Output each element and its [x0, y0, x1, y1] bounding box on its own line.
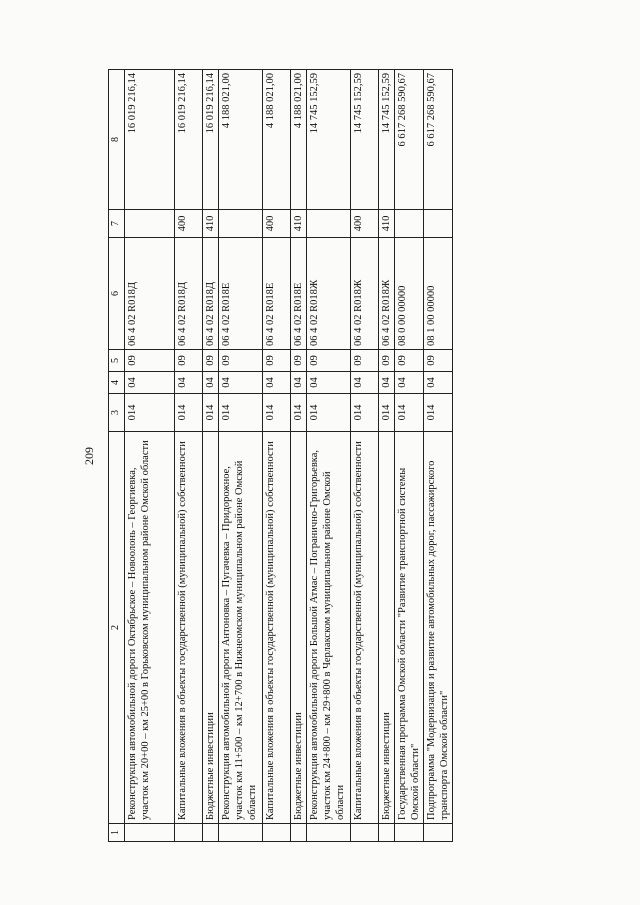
target-article-code: 06 4 02 R018Е — [262, 238, 290, 350]
row-name: Реконструкция автомобильной дороги Антоновка – Пугачевка – Придорожное, участок км 11+500 – км 12+700 в Нижнеомском муниципальном районе Омской области — [218, 432, 262, 824]
section-code: 04 — [306, 372, 350, 394]
amount-value: 4 188 021,00 — [218, 70, 262, 210]
admin-code: 014 — [202, 394, 218, 432]
section-code: 04 — [218, 372, 262, 394]
expense-type-code: 400 — [350, 210, 378, 238]
subsection-code: 09 — [424, 350, 453, 372]
col-header: 1 — [109, 824, 125, 842]
blank-cell — [424, 824, 453, 842]
amount-value: 14 745 152,59 — [350, 70, 378, 210]
page-number: 209 — [82, 447, 96, 465]
rotated-page — [82, 70, 578, 842]
admin-code: 014 — [262, 394, 290, 432]
row-name: Бюджетные инвестиции — [290, 432, 306, 824]
col-header: 2 — [109, 432, 125, 824]
admin-code: 014 — [424, 394, 453, 432]
col-header: 7 — [109, 210, 125, 238]
admin-code: 014 — [306, 394, 350, 432]
subsection-code: 09 — [378, 350, 394, 372]
subsection-code: 09 — [202, 350, 218, 372]
expense-type-code: 410 — [378, 210, 394, 238]
amount-value: 16 019 216,14 — [124, 70, 174, 210]
target-article-code: 06 4 02 R018Е — [290, 238, 306, 350]
subsection-code: 09 — [350, 350, 378, 372]
target-article-code: 06 4 02 R018Е — [218, 238, 262, 350]
row-name: Реконструкция автомобильной дороги Большой Атмас – Погранично-Григорьевка, участок км 24+800 – км 29+800 в Черлакском муниципальном районе Омской области — [306, 432, 350, 824]
table-row — [202, 70, 218, 842]
amount-value: 14 745 152,59 — [306, 70, 350, 210]
amount-value: 16 019 216,14 — [174, 70, 202, 210]
target-article-code: 06 4 02 R018Д — [202, 238, 218, 350]
section-code: 04 — [202, 372, 218, 394]
section-code: 04 — [262, 372, 290, 394]
blank-cell — [202, 824, 218, 842]
amount-value: 6 617 268 590,67 — [424, 70, 453, 210]
table-row — [124, 70, 174, 842]
table-row — [350, 70, 378, 842]
section-code: 04 — [350, 372, 378, 394]
row-name: Бюджетные инвестиции — [378, 432, 394, 824]
expense-type-code — [218, 210, 262, 238]
blank-cell — [124, 824, 174, 842]
admin-code: 014 — [378, 394, 394, 432]
table-body — [124, 70, 453, 842]
col-header: 5 — [109, 350, 125, 372]
target-article-code: 06 4 02 R018Ж — [350, 238, 378, 350]
subsection-code: 09 — [262, 350, 290, 372]
expense-type-code — [424, 210, 453, 238]
section-code: 04 — [290, 372, 306, 394]
table-row — [290, 70, 306, 842]
admin-code: 014 — [394, 394, 423, 432]
table-row — [424, 70, 453, 842]
row-name: Государственная программа Омской области "Развитие транспортной системы Омской области" — [394, 432, 423, 824]
section-code: 04 — [124, 372, 174, 394]
expense-type-code — [124, 210, 174, 238]
subsection-code: 09 — [306, 350, 350, 372]
subsection-code: 09 — [218, 350, 262, 372]
row-name: Капитальные вложения в объекты государственной (муниципальной) собственности — [350, 432, 378, 824]
row-name: Подпрограмма "Модернизация и развитие автомобильных дорог, пассажирского транспорта Омской области" — [424, 432, 453, 824]
amount-value: 14 745 152,59 — [378, 70, 394, 210]
budget-table — [108, 69, 453, 842]
col-header: 3 — [109, 394, 125, 432]
subsection-code: 09 — [174, 350, 202, 372]
target-article-code: 08 0 00 00000 — [394, 238, 423, 350]
subsection-code: 09 — [124, 350, 174, 372]
row-name: Капитальные вложения в объекты государственной (муниципальной) собственности — [174, 432, 202, 824]
table-row — [174, 70, 202, 842]
expense-type-code — [394, 210, 423, 238]
amount-value: 4 188 021,00 — [262, 70, 290, 210]
admin-code: 014 — [290, 394, 306, 432]
section-code: 04 — [424, 372, 453, 394]
table-row — [262, 70, 290, 842]
admin-code: 014 — [124, 394, 174, 432]
col-header: 6 — [109, 238, 125, 350]
expense-type-code: 400 — [262, 210, 290, 238]
row-name: Реконструкция автомобильной дороги Октябрьское – Новоолонь – Георгиевка, участок км 20+00 – км 25+00 в Горьковском муниципальном районе Омской области — [124, 432, 174, 824]
target-article-code: 08 1 00 00000 — [424, 238, 453, 350]
admin-code: 014 — [218, 394, 262, 432]
blank-cell — [394, 824, 423, 842]
section-code: 04 — [378, 372, 394, 394]
blank-cell — [378, 824, 394, 842]
table-row — [218, 70, 262, 842]
section-code: 04 — [394, 372, 423, 394]
target-article-code: 06 4 02 R018Ж — [306, 238, 350, 350]
subsection-code: 09 — [394, 350, 423, 372]
expense-type-code: 400 — [174, 210, 202, 238]
blank-cell — [306, 824, 350, 842]
target-article-code: 06 4 02 R018Д — [174, 238, 202, 350]
amount-value: 4 188 021,00 — [290, 70, 306, 210]
amount-value: 6 617 268 590,67 — [394, 70, 423, 210]
admin-code: 014 — [174, 394, 202, 432]
blank-cell — [290, 824, 306, 842]
target-article-code: 06 4 02 R018Д — [124, 238, 174, 350]
section-code: 04 — [174, 372, 202, 394]
table-row — [306, 70, 350, 842]
col-header: 4 — [109, 372, 125, 394]
table-row — [394, 70, 423, 842]
expense-type-code: 410 — [290, 210, 306, 238]
blank-cell — [174, 824, 202, 842]
table-row — [378, 70, 394, 842]
row-name: Бюджетные инвестиции — [202, 432, 218, 824]
blank-cell — [350, 824, 378, 842]
subsection-code: 09 — [290, 350, 306, 372]
row-name: Капитальные вложения в объекты государственной (муниципальной) собственности — [262, 432, 290, 824]
blank-cell — [262, 824, 290, 842]
expense-type-code: 410 — [202, 210, 218, 238]
expense-type-code — [306, 210, 350, 238]
col-header: 8 — [109, 70, 125, 210]
target-article-code: 06 4 02 R018Ж — [378, 238, 394, 350]
admin-code: 014 — [350, 394, 378, 432]
amount-value: 16 019 216,14 — [202, 70, 218, 210]
blank-cell — [218, 824, 262, 842]
header-row — [109, 70, 125, 842]
